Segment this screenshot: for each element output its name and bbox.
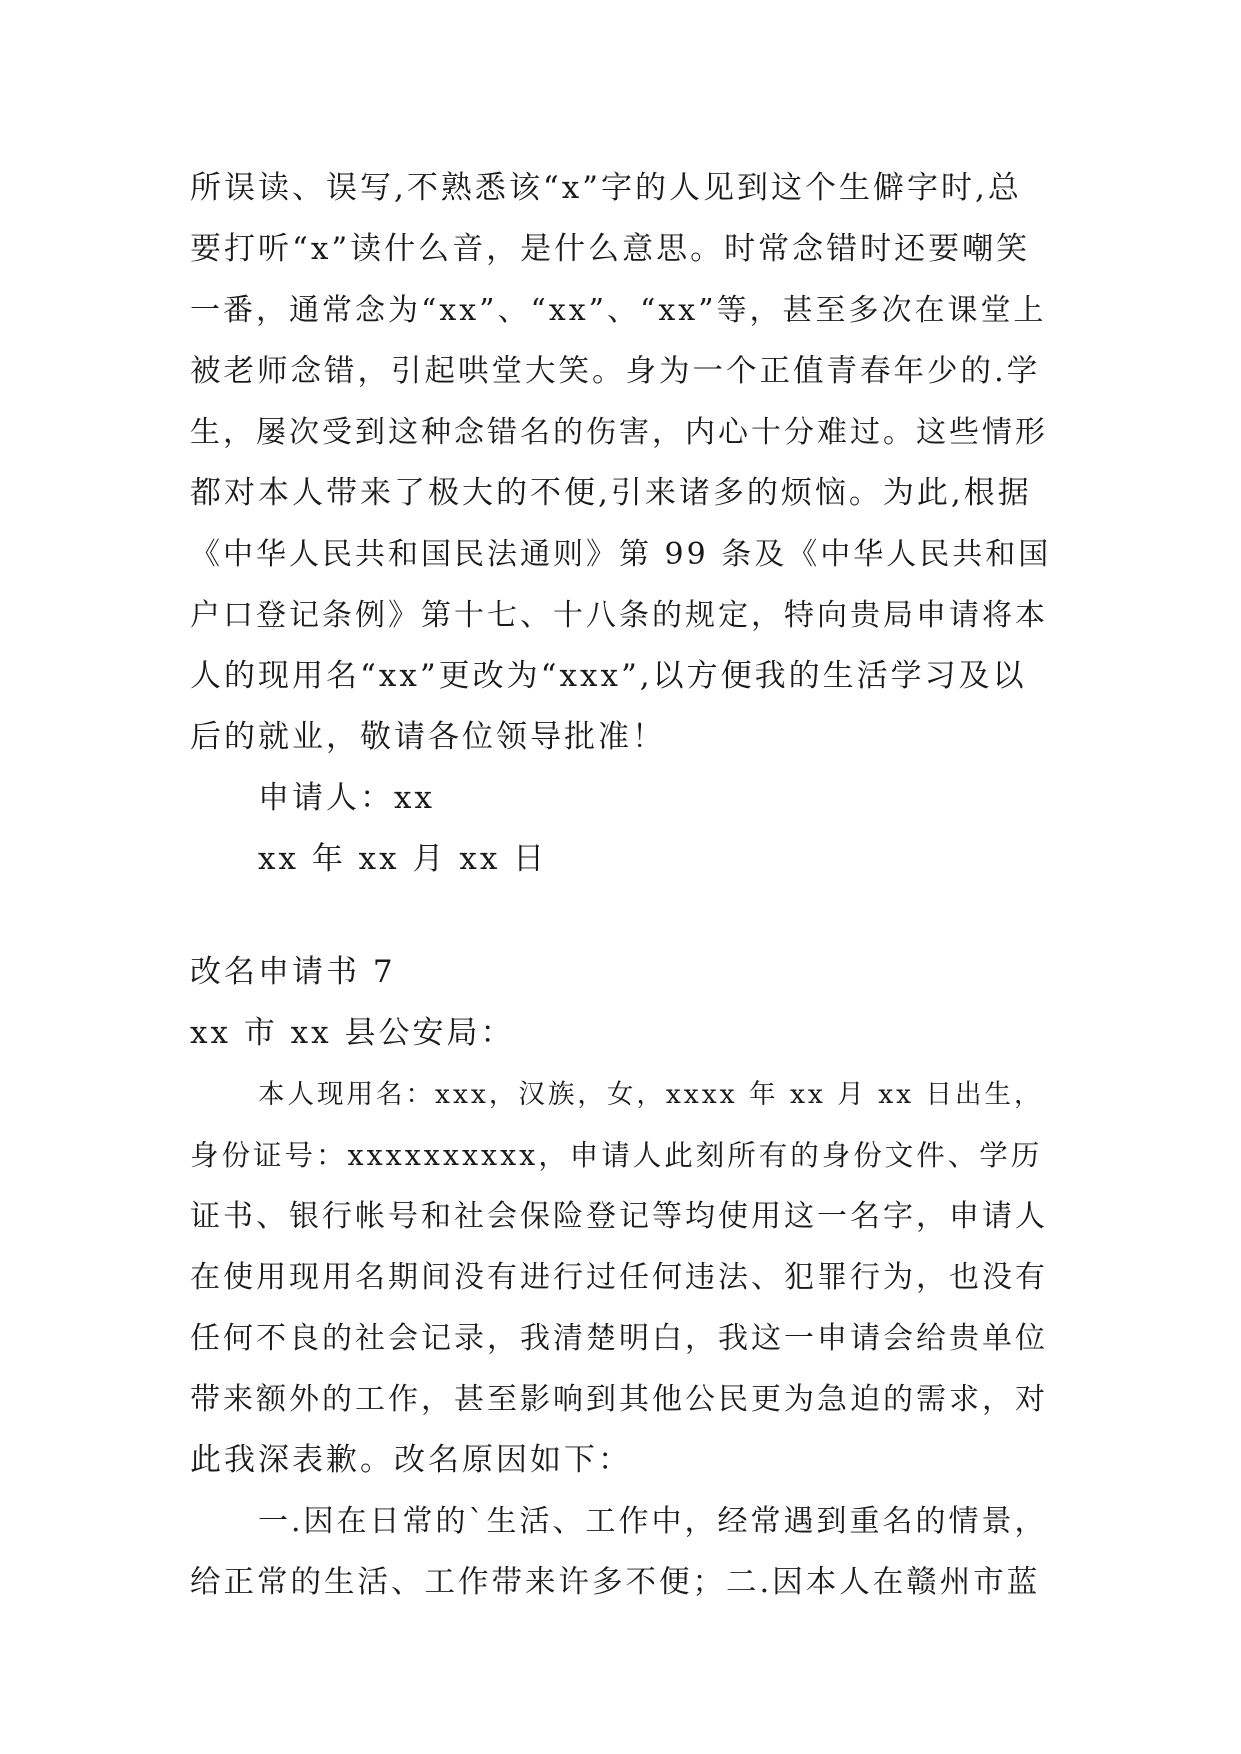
text-line: 在使用现用名期间没有进行过任何违法、犯罪行为，也没有 bbox=[190, 1260, 1048, 1295]
text-line: 任何不良的社会记录，我清楚明白，我这一申请会给贵单位 bbox=[190, 1321, 1048, 1356]
section-gap bbox=[190, 890, 1052, 942]
text-line: 都对本人带来了极大的不便,引来诸多的烦恼。为此,根据 bbox=[190, 475, 1032, 511]
text-line: 后的就业，敬请各位领导批准！ bbox=[190, 719, 666, 755]
text-line: 带来额外的工作，甚至影响到其他公民更为急迫的需求，对 bbox=[190, 1382, 1048, 1417]
document-page bbox=[190, 158, 1052, 1613]
text-line: 一番，通常念为“xx”、“xx”、“xx”等，甚至多次在课堂上 bbox=[190, 293, 1047, 328]
signature-block bbox=[190, 768, 1052, 890]
text-line: 生，屡次受到这种念错名的伤害，内心十分难过。这些情形 bbox=[190, 415, 1048, 450]
text-line: 户口登记条例》第十七、十八条的规定，特向贵局申请将本 bbox=[190, 598, 1048, 633]
application-date: xx 年 xx 月 xx 日 bbox=[258, 841, 548, 877]
text-line: 人的现用名“xx”更改为“xxx”,以方便我的生活学习及以 bbox=[190, 658, 1027, 694]
text-line: 所误读、误写,不熟悉该“x”字的人见到这个生僻字时,总 bbox=[190, 170, 1022, 206]
body-paragraph-2 bbox=[190, 1064, 1052, 1491]
text-line: 证书、银行帐号和社会保险登记等均使用这一名字，申请人 bbox=[190, 1199, 1048, 1234]
body-paragraph-1 bbox=[190, 158, 1052, 768]
text-line: 给正常的生活、工作带来许多不便；二.因本人在赣州市蓝 bbox=[190, 1565, 1041, 1600]
text-line: 此我深表歉。改名原因如下： bbox=[190, 1442, 632, 1478]
section-title: 改名申请书 7 bbox=[190, 954, 396, 990]
text-line: 要打听“x”读什么音，是什么意思。时常念错时还要嘲笑 bbox=[190, 231, 1031, 267]
text-line: 本人现用名：xxx，汉族，女，xxxx 年 xx 月 xx 日出生， bbox=[258, 1079, 1044, 1110]
body-paragraph-3 bbox=[190, 1491, 1052, 1613]
recipient-line: xx 市 xx 县公安局： bbox=[190, 1015, 515, 1051]
text-line: 被老师念错，引起哄堂大笑。身为一个正值青春年少的.学 bbox=[190, 354, 1041, 389]
applicant-name: 申请人：xx bbox=[258, 780, 435, 816]
text-line: 身份证号：xxxxxxxxxx，申请人此刻所有的身份文件、学历 bbox=[190, 1139, 1043, 1172]
text-line: 一.因在日常的`生活、工作中，经常遇到重名的情景， bbox=[258, 1504, 1048, 1539]
text-line: 《中华人民共和国民法通则》第 99 条及《中华人民共和国 bbox=[190, 537, 1052, 572]
